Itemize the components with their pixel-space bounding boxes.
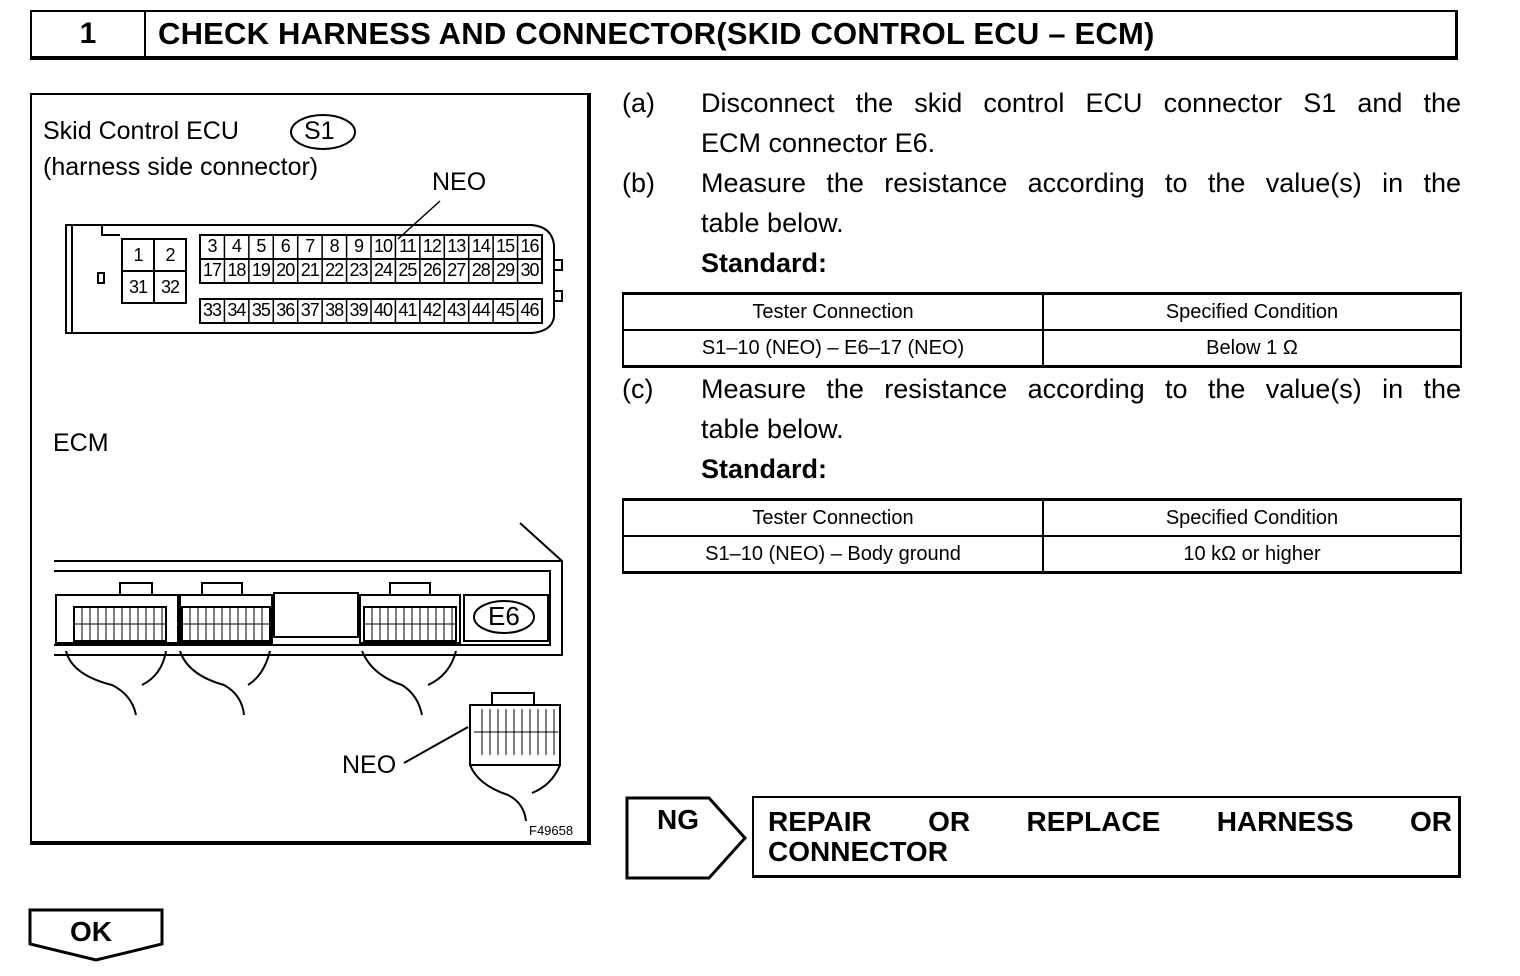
pin-number: 24	[373, 260, 393, 280]
step-c-standard: Standard:	[701, 454, 828, 484]
table-header: Tester Connection	[623, 500, 1043, 537]
e6-badge: E6	[488, 601, 520, 631]
pin-number: 12	[422, 236, 441, 256]
pin-number: 16	[520, 236, 539, 256]
pin-number: 11	[399, 236, 416, 256]
result-line2: CONNECTOR	[768, 836, 948, 867]
pin-number: 23	[349, 260, 368, 280]
step-header	[30, 10, 1458, 60]
pin-number: 21	[300, 260, 319, 280]
pin-number: 7	[305, 236, 315, 256]
table-cell: 10 kΩ or higher	[1043, 536, 1461, 573]
step-b-line1: Measure the resistance according to the value(s) in the	[701, 168, 1461, 198]
pin-number: 17	[202, 260, 222, 280]
table-cell: Below 1 Ω	[1043, 330, 1461, 367]
pin-number: 4	[231, 236, 241, 256]
pin-number: 45	[496, 300, 515, 320]
connector-illustration	[30, 93, 591, 845]
table-header: Specified Condition	[1043, 500, 1461, 537]
skid-ecu-label: Skid Control ECU	[43, 117, 239, 145]
pin-number: 43	[447, 300, 466, 320]
pin-number: 15	[496, 236, 515, 256]
pin-number: 36	[276, 300, 295, 320]
pin-number: 33	[202, 300, 222, 320]
ecm-unit	[54, 523, 562, 821]
pin-number: 37	[300, 300, 319, 320]
pin-number: 18	[227, 260, 246, 280]
step-b-standard: Standard:	[701, 248, 828, 278]
pin-number: 46	[520, 300, 539, 320]
neo-label-top: NEO	[432, 168, 487, 196]
pin-number: 20	[276, 260, 295, 280]
pin-number: 3	[207, 236, 217, 256]
step-b-label: (b)	[622, 168, 655, 198]
pin-number: 41	[398, 300, 417, 320]
pin-number: 34	[227, 300, 246, 320]
result-word: OR	[1410, 806, 1452, 837]
pin-number: 28	[471, 260, 490, 280]
connector-drawing	[32, 95, 589, 843]
table-cell: S1–10 (NEO) – Body ground	[623, 536, 1043, 573]
pin-number: 30	[520, 260, 539, 280]
pin-number: 27	[447, 260, 466, 280]
pin-number: 1	[133, 245, 143, 265]
pin-number: 8	[329, 236, 339, 256]
result-word: OR	[928, 806, 971, 837]
neo-label-bottom: NEO	[342, 751, 397, 779]
step-a-label: (a)	[622, 88, 655, 118]
ng-label: NG	[657, 804, 699, 835]
harness-side-label: (harness side connector)	[43, 153, 319, 181]
ecm-label: ECM	[53, 429, 109, 457]
step-title: CHECK HARNESS AND CONNECTOR(SKID CONTROL ECU – ECM)	[158, 16, 1155, 51]
pin-number: 25	[398, 260, 417, 280]
pin-number: 32	[160, 277, 180, 297]
ng-result-box	[752, 796, 1461, 878]
spec-table-c	[622, 498, 1462, 574]
pin-number: 35	[251, 300, 270, 320]
pin-number: 5	[256, 236, 266, 256]
s1-badge: S1	[304, 117, 335, 145]
pin-number: 6	[280, 236, 290, 256]
pin-number: 44	[471, 300, 490, 320]
result-line1	[768, 806, 1452, 838]
ng-branch[interactable]	[625, 796, 747, 880]
ok-label: OK	[70, 916, 112, 947]
pin-number: 40	[373, 300, 393, 320]
step-c-line2: table below.	[701, 414, 844, 444]
step-c-label: (c)	[622, 374, 654, 404]
table-header: Specified Condition	[1043, 294, 1461, 331]
step-number: 1	[32, 12, 146, 56]
step-c-line1: Measure the resistance according to the value(s) in the	[701, 374, 1461, 404]
pin-number: 2	[165, 245, 175, 265]
spec-table-b	[622, 292, 1462, 368]
table-row	[623, 330, 1461, 367]
pin-number: 39	[349, 300, 368, 320]
table-row	[623, 536, 1461, 573]
table-cell: S1–10 (NEO) – E6–17 (NEO)	[623, 330, 1043, 367]
pin-number: 19	[251, 260, 270, 280]
step-b-line2: table below.	[701, 208, 844, 238]
neo-leader-top	[398, 201, 440, 239]
pin-number: 9	[354, 236, 364, 256]
result-word: REPAIR	[768, 806, 872, 837]
pin-number: 42	[422, 300, 441, 320]
table-header-row	[623, 294, 1461, 331]
pin-number: 14	[471, 236, 490, 256]
pin-number: 22	[325, 260, 344, 280]
result-word: HARNESS	[1216, 806, 1354, 837]
pin-number: 13	[447, 236, 466, 256]
pin-number: 31	[128, 277, 148, 297]
table-header: Tester Connection	[623, 294, 1043, 331]
step-a-line1: Disconnect the skid control ECU connector S1 and the	[701, 88, 1461, 118]
pin-number: 29	[496, 260, 515, 280]
step-a-line2: ECM connector E6.	[701, 128, 936, 158]
pin-number: 10	[373, 236, 393, 256]
result-word: REPLACE	[1026, 806, 1161, 837]
ok-branch[interactable]	[28, 908, 166, 964]
pin-number: 26	[422, 260, 441, 280]
pin-number: 38	[325, 300, 344, 320]
table-header-row	[623, 500, 1461, 537]
figure-code: F49658	[529, 823, 574, 838]
